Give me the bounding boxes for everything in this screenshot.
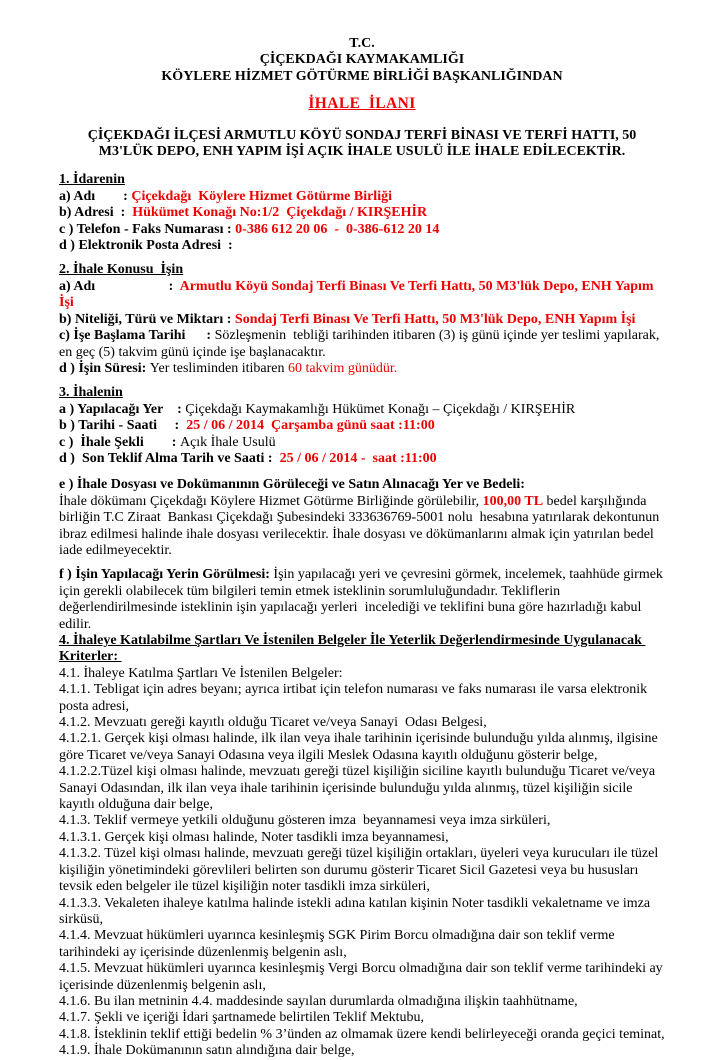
item-1b: [59, 205, 665, 221]
section-2-heading: [59, 262, 665, 278]
item-1a-segment: Çiçekdağı Köylere Hizmet Götürme Birliği: [131, 188, 392, 204]
subject-line-segment: ÇİÇEKDAĞI İLÇESİ ARMUTLU KÖYÜ SONDAJ TERFİ BİNASI VE TERFİ HATTI, 50 M3'LÜK DEPO, ENH YAPIM İŞİ AÇIK İHALE USULÜ İLE İHALE EDİLECEKTİR.: [87, 127, 640, 160]
item-3e-heading: [59, 477, 665, 493]
item-4-1-5: [59, 961, 665, 994]
header-line-2-segment: ÇİÇEKDAĞI KAYMAKAMLIĞI: [259, 52, 465, 68]
item-4-1-3-2: [59, 846, 665, 895]
item-3f-paragraph-segment: f ) İşin Yapılacağı Yerin Görülmesi:: [59, 567, 274, 583]
item-4-1-3-3: [59, 896, 665, 929]
item-4-1-8-segment: 4.1.8. İsteklinin teklif ettiği bedelin % 3’ünden az olmamak üzere kendi belirleyeceği oranda geçici teminat,: [59, 1026, 665, 1042]
item-3c-segment: Açık İhale Usulü: [179, 434, 276, 450]
item-4-1-3-1-segment: 4.1.3.1. Gerçek kişi olması halinde, Noter tasdikli imza beyannamesi,: [59, 829, 449, 845]
item-4-1-9: [59, 1043, 665, 1059]
section-4-heading-segment: 4. İhaleye Katılabilme Şartları Ve İstenilen Belgeler İle Yeterlik Değerlendirmesinde Uygulanacak Kriterler:: [59, 633, 646, 665]
item-4-1-2-1-segment: 4.1.2.1. Gerçek kişi olması halinde, ilk ilan veya ihale tarihinin içerisinde bulunduğu yılda alınmış, ilgisine göre Ticaret ve/veya Sanayi Odasına veya ilgili Meslek Odasına kayıtlı olduğunu gösterir belge,: [59, 731, 662, 763]
item-2a: [59, 279, 665, 312]
item-4-1-3-2-segment: 4.1.3.2. Tüzel kişi olması halinde, mevzuatı gereği tüzel kişiliğin ortakları, üyeleri veya kurucuları ile tüzel kişiliğin yönetimindeki görevlileri belirten son durumu gösterir Ticaret Sicil Gazetesi veya bu hususları tevsik eden belgeler ile tüzel kişiliğin noter tasdikli imza sirküleri,: [59, 846, 662, 895]
header-line-3-segment: KÖYLERE HİZMET GÖTÜRME BİRLİĞİ BAŞKANLIĞINDAN: [161, 68, 563, 84]
item-4-1-7: [59, 1010, 665, 1026]
item-2b-segment: Sondaj Terfi Binası Ve Terfi Hattı, 50 M3'lük Depo, ENH Yapım İşi: [234, 311, 636, 327]
item-2b: [59, 312, 665, 328]
item-3e-paragraph-segment: bedel karşılığında birliğin T.C Ziraat Bankası Çiçekdağı Şubesindeki 333636769-5001 nolu hesabına yatırılarak dekontunun ibraz edilmesi halinde ihale dosyası verilecektir. İhale dosyası ve dökümanlarını almak için yatırılan bedel iade edilmeyecektir.: [59, 493, 663, 558]
item-2c-segment: c) İşe Başlama Tarihi :: [59, 328, 215, 344]
item-1a: [59, 189, 665, 205]
item-1b-segment: Hükümet Konağı No:1/2 Çiçekdağı / KIRŞEHİR: [132, 205, 428, 221]
item-2d: [59, 361, 665, 377]
item-4-1-6-segment: 4.1.6. Bu ilan metninin 4.4. maddesinde sayılan durumlarda olmadığına ilişkin taahhütname,: [59, 993, 578, 1009]
item-1c-segment: c ) Telefon - Faks Numarası :: [59, 221, 236, 237]
item-1d-segment: d ) Elektronik Posta Adresi :: [59, 238, 233, 254]
item-2c: [59, 328, 665, 361]
item-4-1-6: [59, 994, 665, 1010]
item-4-1-segment: 4.1. İhaleye Katılma Şartları Ve İstenilen Belgeler:: [59, 665, 343, 681]
item-3f-paragraph: [59, 567, 665, 633]
item-4-1-2-2: [59, 764, 665, 813]
item-1b-segment: b) Adresi :: [59, 205, 133, 221]
item-4-1-2-segment: 4.1.2. Mevzuatı gereği kayıtlı olduğu Ticaret ve/veya Sanayi Odası Belgesi,: [59, 715, 487, 731]
item-4-1-2-1: [59, 731, 665, 764]
item-4-1: [59, 666, 665, 682]
item-1c: [59, 222, 665, 238]
item-1a-segment: a) Adı :: [59, 188, 132, 204]
item-3b-segment: 25 / 06 / 2014 Çarşamba günü saat :11:00: [186, 418, 435, 434]
header-line-1: [59, 36, 665, 52]
item-4-1-2: [59, 715, 665, 731]
item-2b-segment: b) Niteliği, Türü ve Miktarı :: [59, 311, 235, 327]
spacer: [59, 467, 665, 477]
item-3e-paragraph-segment: 100,00 TL: [482, 493, 544, 509]
item-3c-segment: c ) İhale Şekli :: [59, 434, 180, 450]
spacer: [59, 114, 665, 128]
section-3-heading: [59, 385, 665, 401]
item-2a-segment: a) Adı :: [59, 278, 180, 294]
spacer: [59, 160, 665, 172]
item-3b: [59, 418, 665, 434]
item-1d: [59, 238, 665, 254]
header-line-3: [59, 69, 665, 85]
item-4-1-3-3-segment: 4.1.3.3. Vekaleten ihaleye katılma halinde istekli adına katılan kişinin Noter tasdikli vekaletname ve imza sirküsü,: [59, 895, 654, 927]
document-title-segment: İHALE İLANI: [308, 95, 416, 113]
item-2c-segment: Sözleşmenin tebliği tarihinden itibaren (3) iş günü içinde yer teslimi yapılarak, en geç (5) takvim günü içinde işe başlanacaktır.: [59, 328, 663, 360]
item-4-1-1: [59, 682, 665, 715]
item-4-1-2-2-segment: 4.1.2.2.Tüzel kişi olması halinde, mevzuatı gereği tüzel kişiliğin siciline kayıtlı bulunduğu Ticaret ve/veya Sanayi Odasından, ilk ilan veya ihale tarihinin içerisinde bulunduğu yılda alınmış, tüzel kişiliğin sicile kayıtlı olduğuna dair belge,: [59, 764, 659, 813]
item-3d-segment: 25 / 06 / 2014 - saat :11:00: [279, 450, 437, 466]
item-3e-paragraph: [59, 494, 665, 560]
item-4-1-4: [59, 928, 665, 961]
item-3e-paragraph-segment: İhale dökümanı Çiçekdağı Köylere Hizmet Götürme Birliğinde görülebilir,: [59, 493, 483, 509]
item-4-1-9-segment: 4.1.9. İhale Dokümanının satın alındığına dair belge,: [59, 1043, 355, 1059]
item-1c-segment: 0-386 612 20 06 - 0-386-612 20 14: [235, 221, 440, 237]
item-3f-paragraph-segment: İşin yapılacağı yeri ve çevresini görmek, incelemek, taahhüde girmek için gerekli olabilecek tüm bilgileri temin etmek isteklinin sorumluluğundadır. Tekliflerin değerlendirilmesinde isteklinin işin yapılacağı yerleri incelediği ve teklifini buna göre hazırladığı kabul edilir.: [59, 567, 667, 632]
item-4-1-3-segment: 4.1.3. Teklif vermeye yetkili olduğunu gösteren imza beyannamesi veya imza sirküleri,: [59, 813, 551, 829]
item-2d-segment: 60 takvim günüdür.: [287, 360, 398, 376]
item-3a-segment: a ) Yapılacağı Yer :: [59, 401, 186, 417]
item-2d-segment: Yer tesliminden itibaren: [149, 360, 288, 376]
item-3a-segment: Çiçekdağı Kaymakamlığı Hükümet Konağı – Çiçekdağı / KIRŞEHİR: [185, 401, 576, 417]
subject-line: [59, 128, 665, 161]
item-4-1-3-1: [59, 830, 665, 846]
document-title: [59, 96, 665, 113]
item-3b-segment: b ) Tarihi - Saati :: [59, 418, 187, 434]
header-line-1-segment: T.C.: [349, 36, 375, 51]
item-4-1-4-segment: 4.1.4. Mevzuat hükümleri uyarınca kesinleşmiş SGK Pirim Borcu olmadığına dair son teklif verme tarihindeki ay içerisinde düzenlenmiş belgenin aslı,: [59, 928, 619, 960]
section-2-heading-segment: 2. İhale Konusu İşin: [59, 262, 184, 278]
item-2d-segment: d ) İşin Süresi:: [59, 360, 150, 376]
spacer: [59, 377, 665, 385]
item-3d: [59, 451, 665, 467]
section-1-heading: [59, 172, 665, 188]
item-4-1-8: [59, 1027, 665, 1043]
item-4-1-1-segment: 4.1.1. Tebligat için adres beyanı; ayrıca irtibat için telefon numarası ve faks numarası ile varsa elektronik posta adresi,: [59, 682, 651, 714]
item-2a-segment: Armutlu Köyü Sondaj Terfi Binası Ve Terfi Hattı, 50 M3'lük Depo, ENH Yapım İşi: [59, 278, 658, 311]
item-4-1-3: [59, 813, 665, 829]
item-3c: [59, 435, 665, 451]
item-3d-segment: d ) Son Teklif Alma Tarih ve Saati :: [59, 450, 280, 466]
section-3-heading-segment: 3. İhalenin: [59, 385, 123, 401]
header-line-2: [59, 52, 665, 68]
item-3e-heading-segment: e ) İhale Dosyası ve Dokümanının Görüleceği ve Satın Alınacağı Yer ve Bedeli:: [59, 477, 525, 493]
item-4-1-7-segment: 4.1.7. Şekli ve içeriği İdari şartnamede belirtilen Teklif Mektubu,: [59, 1010, 424, 1026]
item-3a: [59, 402, 665, 418]
section-1-heading-segment: 1. İdarenin: [59, 172, 125, 188]
item-4-1-5-segment: 4.1.5. Mevzuat hükümleri uyarınca kesinleşmiş Vergi Borcu olmadığına dair son teklif verme tarihindeki ay içerisinde düzenlenmiş belgenin aslı,: [59, 961, 667, 993]
section-4-heading: [59, 633, 665, 666]
